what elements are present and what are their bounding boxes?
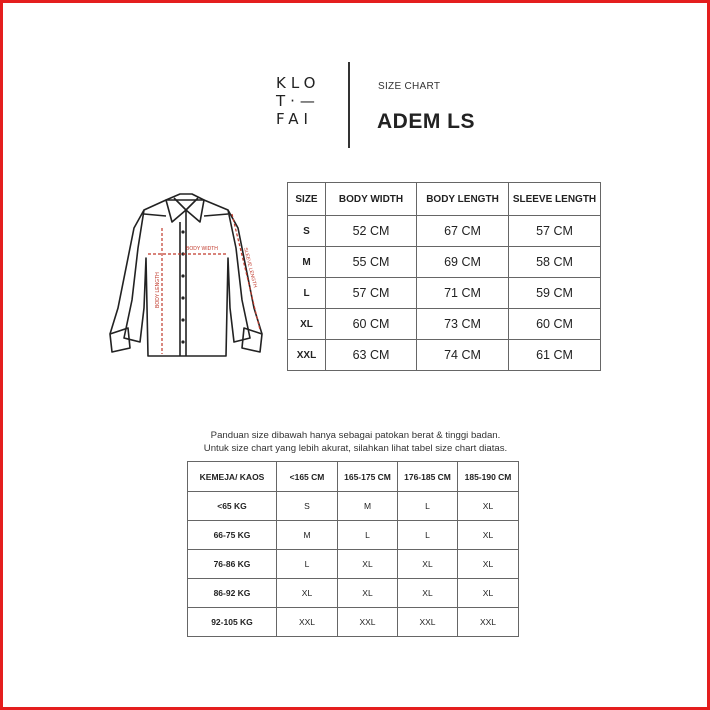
- sleeve-length-label: SLEEVE LENGTH: [242, 247, 258, 289]
- table-cell: XL: [398, 579, 458, 608]
- table-cell: M: [288, 247, 326, 278]
- table-cell: <65 KG: [188, 492, 277, 521]
- table-cell: L: [338, 521, 398, 550]
- logo-line-1: KLO: [276, 74, 321, 92]
- table-cell: 73 CM: [417, 309, 509, 340]
- table-cell: 66-75 KG: [188, 521, 277, 550]
- guide-note-line-1: Panduan size dibawah hanya sebagai patokan berat & tinggi badan.: [210, 430, 501, 441]
- header-cell: KEMEJA/ KAOS: [188, 462, 277, 492]
- header-cell: 176-185 CM: [398, 462, 458, 492]
- table-row: [288, 309, 601, 340]
- body-length-label: BODY LENGTH: [155, 272, 161, 308]
- guide-table-header: [188, 462, 519, 492]
- table-cell: L: [398, 521, 458, 550]
- table-row: [288, 278, 601, 309]
- table-cell: XL: [338, 550, 398, 579]
- table-cell: 76-86 KG: [188, 550, 277, 579]
- table-cell: S: [288, 216, 326, 247]
- header-cell: BODY LENGTH: [417, 183, 509, 216]
- table-cell: 57 CM: [509, 216, 601, 247]
- product-title: ADEM LS: [377, 110, 475, 133]
- shirt-illustration: [104, 188, 270, 358]
- table-cell: XL: [458, 579, 519, 608]
- brand-logo: [276, 74, 320, 128]
- size-chart-label: SIZE CHART: [378, 81, 441, 92]
- header-divider: [348, 62, 350, 148]
- table-row: [188, 550, 519, 579]
- table-cell: 67 CM: [417, 216, 509, 247]
- table-cell: 57 CM: [326, 278, 417, 309]
- header-cell: <165 CM: [277, 462, 338, 492]
- table-cell: XL: [338, 579, 398, 608]
- table-row: [188, 492, 519, 521]
- table-cell: 86-92 KG: [188, 579, 277, 608]
- table-cell: XXL: [458, 608, 519, 637]
- table-cell: 69 CM: [417, 247, 509, 278]
- table-cell: 74 CM: [417, 340, 509, 371]
- table-cell: 60 CM: [509, 309, 601, 340]
- table-row: [288, 216, 601, 247]
- table-cell: XXL: [338, 608, 398, 637]
- guide-note-line-2: Untuk size chart yang lebih akurat, silahkan lihat tabel size chart diatas.: [203, 443, 508, 454]
- table-cell: XXL: [288, 340, 326, 371]
- table-cell: XL: [458, 550, 519, 579]
- table-cell: XL: [458, 492, 519, 521]
- table-cell: XXL: [398, 608, 458, 637]
- table-cell: XXL: [277, 608, 338, 637]
- table-cell: S: [277, 492, 338, 521]
- header-cell: 185-190 CM: [458, 462, 519, 492]
- table-cell: 61 CM: [509, 340, 601, 371]
- header-cell: SLEEVE LENGTH: [509, 183, 601, 216]
- header-cell: SIZE: [288, 183, 326, 216]
- table-cell: 63 CM: [326, 340, 417, 371]
- table-cell: 55 CM: [326, 247, 417, 278]
- table-row: [188, 521, 519, 550]
- table-cell: M: [277, 521, 338, 550]
- table-cell: 59 CM: [509, 278, 601, 309]
- table-cell: 60 CM: [326, 309, 417, 340]
- table-cell: 92-105 KG: [188, 608, 277, 637]
- table-row: [188, 579, 519, 608]
- table-cell: XL: [288, 309, 326, 340]
- table-cell: XL: [398, 550, 458, 579]
- table-row: [288, 247, 601, 278]
- table-cell: XL: [458, 521, 519, 550]
- table-cell: XL: [277, 579, 338, 608]
- table-cell: L: [288, 278, 326, 309]
- header-cell: BODY WIDTH: [326, 183, 417, 216]
- body-width-label: BODY WIDTH: [186, 246, 218, 252]
- table-cell: 58 CM: [509, 247, 601, 278]
- table-cell: L: [398, 492, 458, 521]
- guide-note: [188, 429, 523, 455]
- table-row: [288, 340, 601, 371]
- size-table: [287, 182, 601, 371]
- logo-line-3: FAI: [276, 110, 313, 128]
- size-table-header: [288, 183, 601, 216]
- table-cell: 52 CM: [326, 216, 417, 247]
- table-cell: M: [338, 492, 398, 521]
- header-cell: 165-175 CM: [338, 462, 398, 492]
- table-row: [188, 608, 519, 637]
- table-cell: 71 CM: [417, 278, 509, 309]
- guide-table: [187, 461, 519, 637]
- table-cell: L: [277, 550, 338, 579]
- logo-line-2: T·—: [276, 92, 320, 110]
